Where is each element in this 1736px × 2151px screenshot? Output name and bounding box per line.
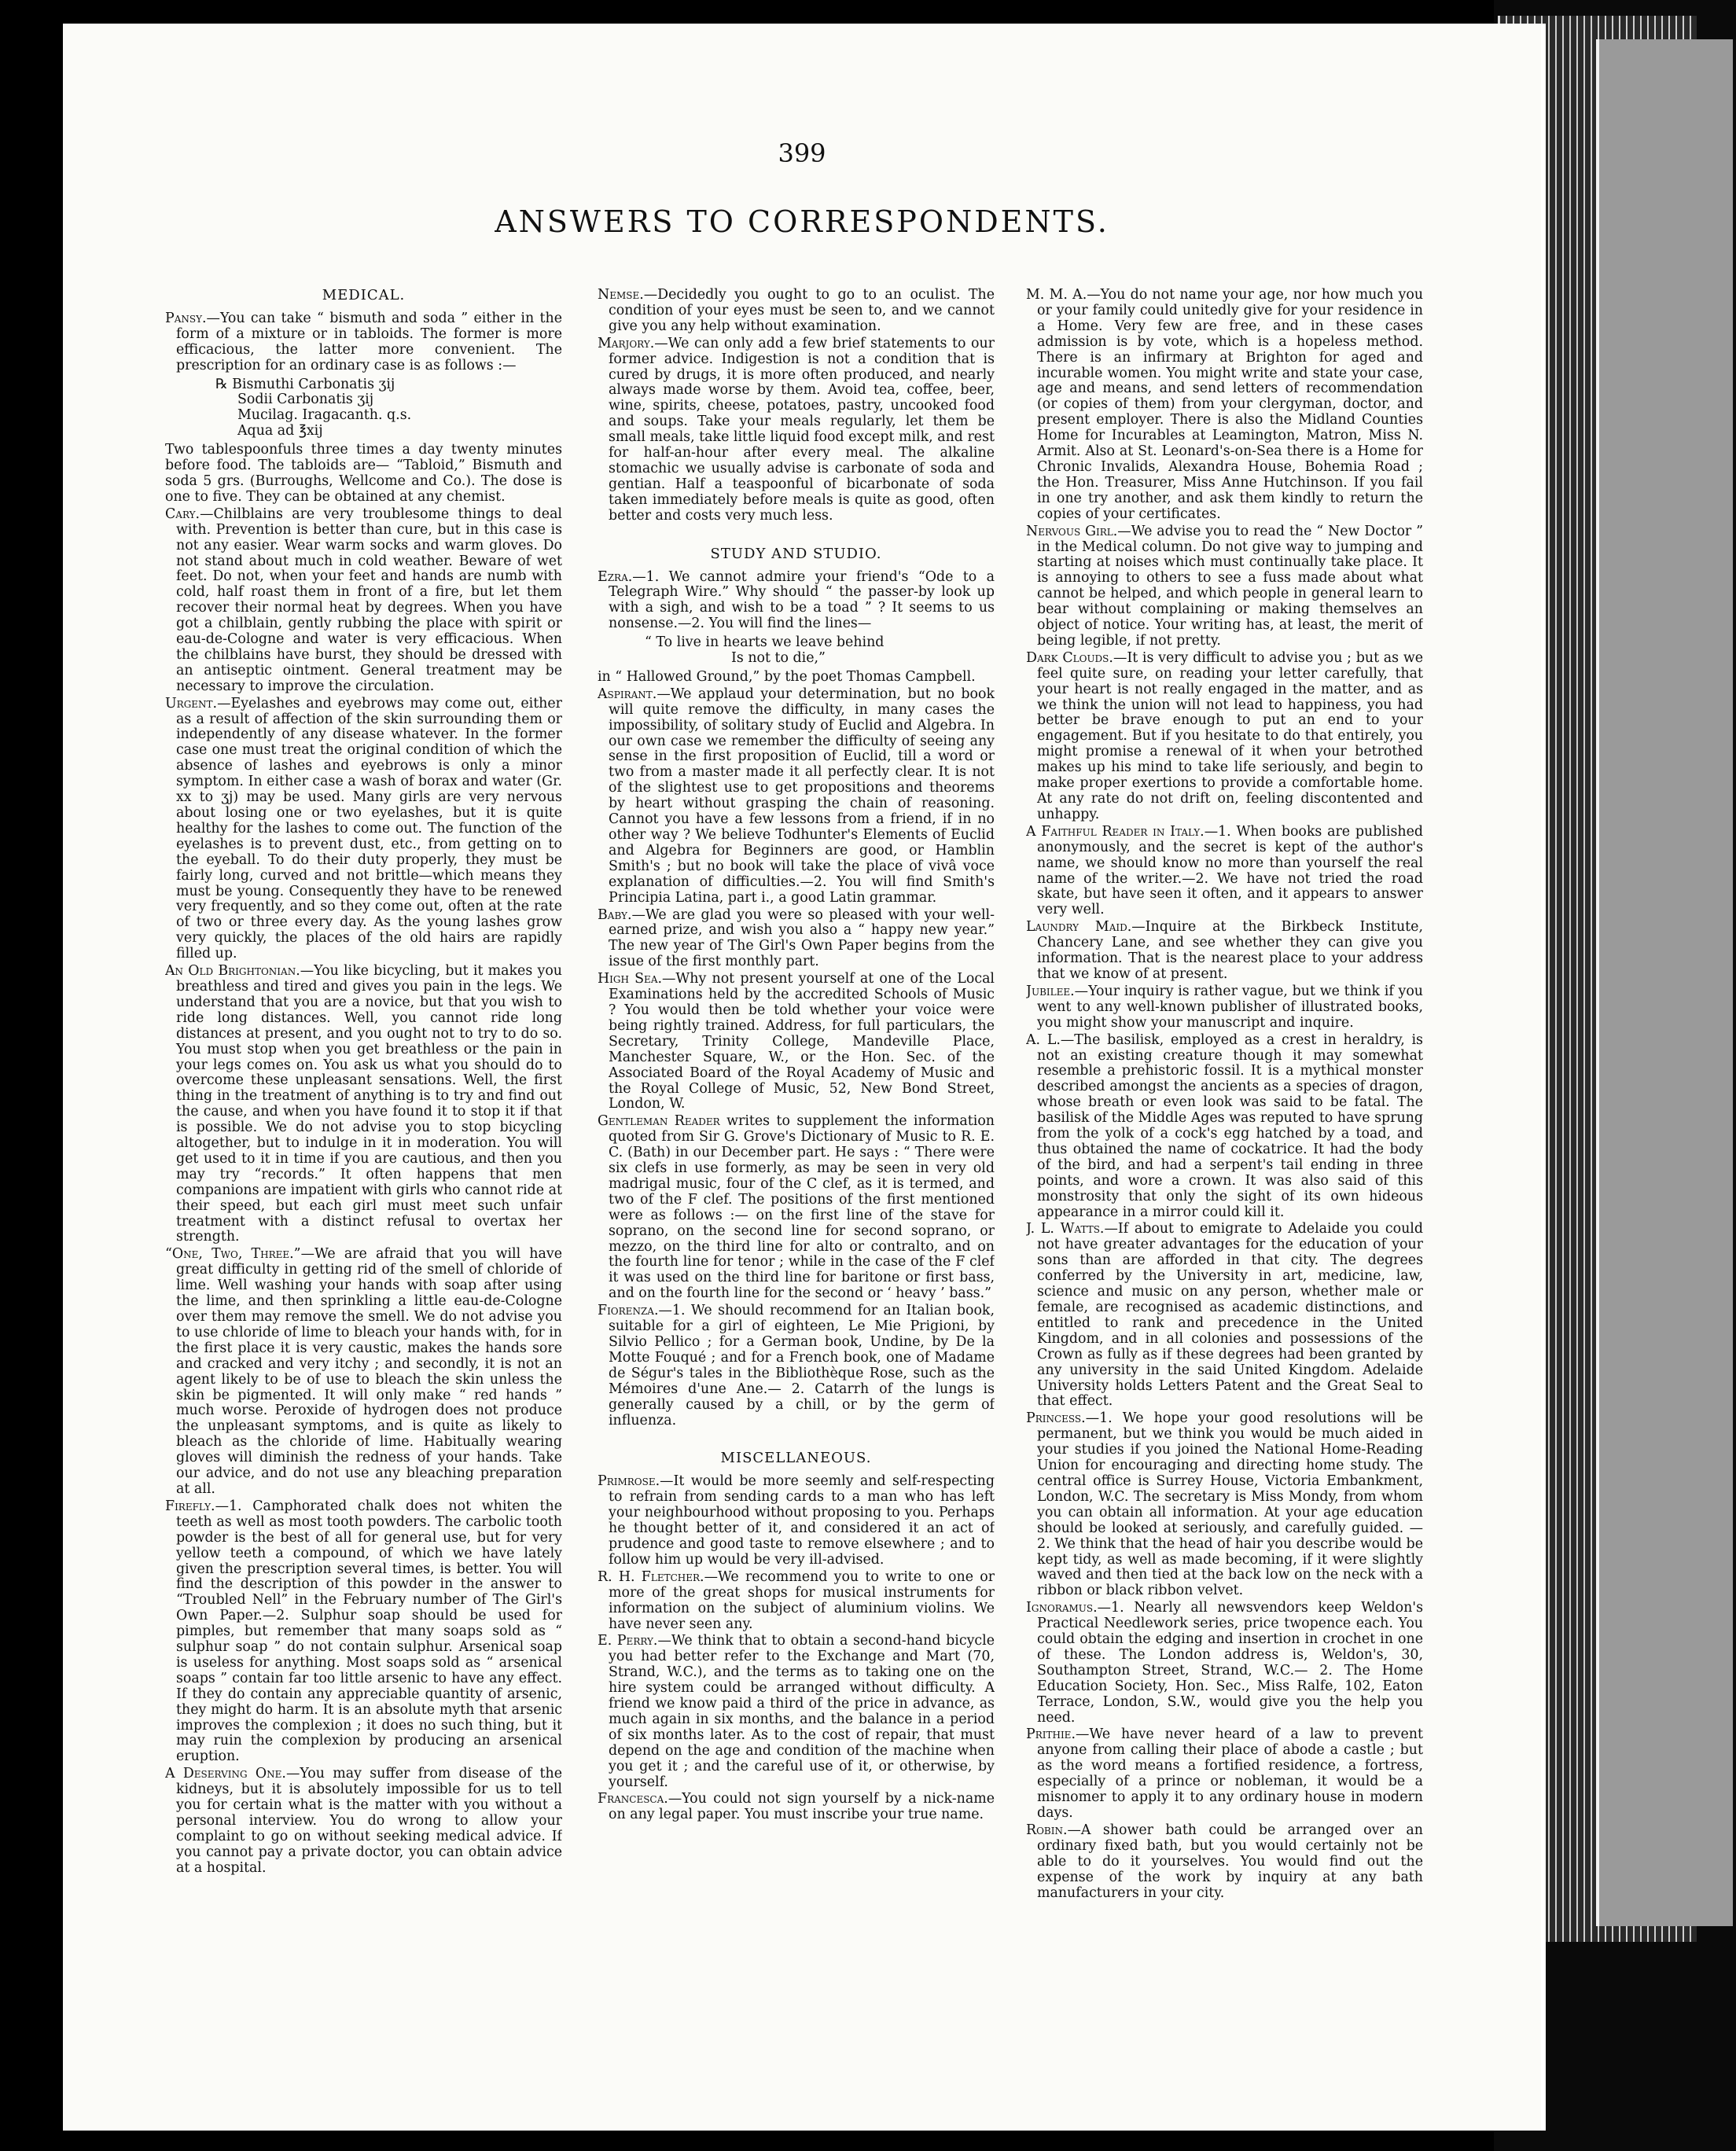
verse-line: Is not to die,” <box>731 650 826 667</box>
answer-text: —1. We cannot admire your friend's “Ode to a Telegraph Wire.” Why should “ the passer-by look up with a sigh, and wish to be a toad ” ? It seems to us nonsense.—2. You will find the lines— <box>609 568 995 632</box>
correspondent-name: Dark Clouds. <box>1026 649 1113 666</box>
correspondent-name: Jubilee. <box>1026 983 1075 999</box>
correspondent-name: A Deserving One. <box>165 1766 286 1782</box>
answer-text: —We applaud your determination, but no book will quite remove the difficulty, in many cases the impossibility, of solitary study of Euclid and Algebra. In our own case we remember the difficulty of seeing any sense in the first proposition of Euclid, till a word or two from a master made it all perfectly clear. It is not of the slightest use to get propositions and theorems by heart without grasping the chain of reasoning. Cannot you have a few lessons from a friend, if in no other way ? We believe Todhunter's Elements of Euclid and Algebra for Beginners are good, or Hamblin Smith's ; but no book will take the place of vivâ voce explanation of difficulties.—2. You will find Smith's Principia Latina, part i., a good Latin grammar. <box>609 686 995 906</box>
correspondent-name: Urgent. <box>165 695 218 711</box>
answer-deserving-one <box>165 1767 562 1876</box>
answer-text: —You do not name your age, nor how much you or your family could unitedly give for your residence in a Home. Very few are free, and in these cases admission is by vote, which is a hopeless method. There is an infirmary at Brighton for aged and incurable women. You might write and state your case, age and means, and send letters of recommendation (or copies of them) from your clergyman, doctor, and present employer. There is also the Midland Counties Home for Incurables at Leamington, Matron, Miss N. Armit. Also at St. Leonard's-on-Sea there is a Home for Chronic Invalids, Alexandra House, Bohemia Road ; the Hon. Treasurer, Miss Anne Hutchinson. If you fail in one try another, and ask them kindly to return the copies of your certificates. <box>1037 287 1423 522</box>
answer-dark-clouds <box>1026 651 1423 823</box>
correspondent-name: Primrose. <box>598 1473 660 1490</box>
answer-text: —You like bicycling, but it makes you breathless and tired and gives you pain in the legs. We understand that you are a novice, but that you wish to ride long distances. Well, you cannot ride long distances at present, and you ought not to try to do so. You must stop when you get breathless or the pain in your legs comes on. You ask us what you should do to overcome these unpleasant sensations. Well, the first thing in the treatment of anything is to try and find out the cause, and when you have found it to stop it if that is possible. We do not advise you to stop bicycling altogether, but to indulge in it in moderation. You will get used to it in time if you are cautious, and then you may try “records.” It often happens that men companions are impatient with girls who cannot ride at their speed, but each girl must meet such unfair treatment with a distinct refusal to overtax her strength. <box>176 963 562 1245</box>
answer-one-two-three <box>165 1247 562 1498</box>
correspondent-name: Firefly. <box>165 1498 215 1514</box>
page-leaves-inner <box>1596 39 1733 1926</box>
prescription-line: ℞ Bismuthi Carbonatis ʒij <box>215 376 395 392</box>
prescription-line: Mucilag. Iragacanth. q.s. <box>237 407 412 424</box>
prescription-line: Sodii Carbonatis ʒij <box>237 392 374 408</box>
section-title-miscellaneous: MISCELLANEOUS. <box>720 1450 872 1467</box>
answer-firefly <box>165 1499 562 1765</box>
answer-text: —We can only add a few brief statements to our former advice. Indigestion is not a condition that is cured by drugs, it is more often produced, and nearly always made worse by them. Avoid tea, coffee, beer, wine, spirits, cheese, potatoes, pastry, uncooked food and soups. Take your meals regularly, let them be small meals, take little liquid food except milk, and rest for half-an-hour after every meal. The alkaline stomachic we usually advise is carbonate of soda and gentian. Half a teaspoonful of bicarbonate of soda taken immediately before meals is quite as good, often better and costs very much less. <box>609 335 995 524</box>
correspondent-name: Laundry Maid. <box>1026 919 1132 936</box>
answer-ignoramus <box>1026 1601 1423 1726</box>
correspondent-name: Gentleman Reader <box>598 1113 720 1130</box>
answer-old-brightonian <box>165 964 562 1245</box>
answer-primrose <box>598 1474 995 1568</box>
answer-text: —We advise you to read the “ New Doctor ” in the Medical column. Do not give way to jumping and starting at noises which must continually take place. It is annoying to others to see a fuss made about what cannot be helped, and which people in general learn to bear without complaining or making themselves an object of notice. Your writing has, at least, the merit of being legible, if not pretty. <box>1037 523 1423 649</box>
correspondent-name: Francesca. <box>598 1791 668 1807</box>
correspondent-name: Aspirant. <box>598 686 657 702</box>
correspondent-name: Ignoramus. <box>1026 1600 1098 1616</box>
answer-ezra <box>598 570 995 633</box>
answer-text: —1. Camphorated chalk does not whiten the teeth as well as most tooth powders. The carbolic tooth powder is the best of all for general use, but for very yellow teeth a compound, of which we have lately given the prescription several times, is better. You will find the description of this powder in the answer to “Troubled Nell” in the February number of The Girl's Own Paper.—2. Sulphur soap should be used for pimples, but remember that many soaps sold as “ sulphur soap ” do not contain sulphur. Arsenical soap is useless for anything. Most soaps sold as “ arsenical soaps ” contain far too little arsenic to have any effect. If they do contain any appreciable quantity of arsenic, they might do harm. It is an absolute myth that arsenic improves the complexion ; it does no such thing, but it may ruin the complexion by producing an arsenical eruption. <box>176 1498 562 1765</box>
correspondent-name: An Old Brightonian. <box>165 963 300 980</box>
correspondent-name: Marjory. <box>598 335 655 351</box>
answer-text: —We have never heard of a law to prevent anyone from calling their place of abode a castle ; but as the word means a fortified residence, a fortress, especially of a prince or nobleman, it would be a misnomer to apply it to any ordinary house in modern days. <box>1037 1726 1423 1821</box>
answer-faithful-reader <box>1026 825 1423 918</box>
quoted-verse <box>598 635 995 667</box>
column-1 <box>165 259 562 2099</box>
answer-text: —It would be more seemly and self-respecting to refrain from sending cards to a man who has left your neighbourhood without proposing to you. Perhaps he thought better of it, and considered it an act of prudence and good taste to remove elsewhere ; and to follow him up would be very ill-advised. <box>609 1473 995 1568</box>
correspondent-name: Baby. <box>598 906 632 923</box>
answer-mma <box>1026 288 1423 523</box>
answer-rh-fletcher <box>598 1570 995 1633</box>
prescription-line: Aqua ad ℥xij <box>237 423 323 439</box>
correspondent-name: R. H. Fletcher. <box>598 1568 704 1585</box>
answer-pansy <box>165 311 562 374</box>
answer-text: —We are glad you were so pleased with your well-earned prize, and wish you also a “ happy new year.” The new year of The Girl's Own Paper begins from the issue of the first monthly part. <box>609 906 995 970</box>
answer-e-perry <box>598 1634 995 1790</box>
section-title-medical: MEDICAL. <box>322 287 406 303</box>
correspondent-name: J. L. Watts. <box>1026 1221 1105 1237</box>
correspondent-name: A. L. <box>1026 1031 1061 1048</box>
answer-text: —You could not sign yourself by a nick-name on any legal paper. You must inscribe your true name. <box>609 1791 995 1823</box>
page-number: 399 <box>778 138 826 168</box>
answer-text: —Eyelashes and eyebrows may come out, either as a result of affection of the skin surrounding them or independently of any disease whatever. In the former case one must treat the original condition of which the absence of lashes and eyebrows is only a minor symptom. In either case a wash of borax and water (Gr. xx to ʒj) may be used. Many girls are very nervous about losing one or two eyelashes, but it is quite healthy for the lashes to come out. The function of the eyelashes is to prevent dust, etc., from getting on to the eyeball. To do their duty properly, they must be fairly long, curved and not brittle—which means they must be young. Consequently they have to be renewed very frequently, and so they come out, often at the rate of two or three every day. As the young lashes grow very quickly, the places of the old hairs are rapidly filled up. <box>176 695 562 962</box>
correspondent-name: Fiorenza. <box>598 1303 659 1319</box>
correspondent-name: Cary. <box>165 506 200 522</box>
answer-princess <box>1026 1411 1423 1599</box>
answer-text: —You may suffer from disease of the kidneys, but it is absolutely impossible for us to tell you for certain what is the matter with you without a personal interview. You do wrong to allow your complaint to go on without seeking medical advice. If you cannot pay a private doctor, you can obtain advice at a hospital. <box>176 1766 562 1876</box>
answer-robin <box>1026 1823 1423 1902</box>
correspondent-name: A Faithful Reader in Italy. <box>1026 823 1205 840</box>
answer-high-sea <box>598 972 995 1112</box>
answer-text: —A shower bath could be arranged over an ordinary fixed bath, but you would certainly not be able to do it yourselves. You would find out the expense of the work by inquiry at any bath manufacturers in your city. <box>1037 1822 1423 1901</box>
answer-jl-watts <box>1026 1222 1423 1410</box>
answer-gentleman-reader <box>598 1114 995 1302</box>
page-title: ANSWERS TO CORRESPONDENTS. <box>495 204 1109 239</box>
answer-text: —Inquire at the Birkbeck Institute, Chancery Lane, and see whether they can give you information. That is the nearest place to your address that we know of at present. <box>1037 919 1423 982</box>
answer-text: —1. We should recommend for an Italian book, suitable for a girl of eighteen, Le Mie Prigioni, by Silvio Pellico ; for a German book, Undine, by De la Motte Fouqué ; and for a French book, one of Madame de Ségur's tales in the Bibliothèque Rose, such as the Mémoires d'une Ane.— 2. Catarrh of the lungs is generally caused by a chill, or by the germ of influenza. <box>609 1303 995 1428</box>
answer-marjory <box>598 336 995 524</box>
answer-text: —1. Nearly all newsvendors keep Weldon's Practical Needlework series, price twopence each. You could obtain the edging and insertion in crochet in one of these. The London address is, Weldon's, 30, Southampton Street, Strand, W.C.— 2. The Home Education Society, Hon. Sec., Miss Ralfe, 102, Eaton Terrace, London, S.W., would give you the help you need. <box>1037 1600 1423 1726</box>
correspondent-name: Prithie. <box>1026 1726 1076 1743</box>
answer-text: —We recommend you to write to one or more of the great shops for musical instruments for information on the subject of aluminium violins. We have never seen any. <box>609 1568 995 1632</box>
answer-text: —1. When books are published anonymously, and the secret is kept of the author's name, we should know no more than yourself the real name of the writer.—2. We have not tried the road skate, but have seen it often, and it appears to answer very well. <box>1037 823 1423 918</box>
answer-jubilee <box>1026 984 1423 1031</box>
answer-text: —Why not present yourself at one of the Local Examinations held by the accredited Schools of Music ? You would then be told whether your voice were being rightly trained. Address, for full particulars, the Secretary, Trinity College, Mandeville Place, Manchester Square, W., or the Hon. Sec. of the Associated Board of the Royal Academy of Music and the Royal College of Music, 52, New Bond Street, London, W. <box>609 971 995 1112</box>
answer-text: —The basilisk, employed as a crest in heraldry, is not an existing creature though it may somewhat resemble a prehistoric fossil. It is a mythical monster described amongst the ancients as a species of dragon, whose breath or even look was said to be fatal. The basilisk of the Middle Ages was reputed to have sprung from the yolk of a cock's egg hatched by a toad, and thus obtained the name of cockatrice. It had the body of the bird, and had a serpent's tail ending in three points, and wore a crown. It was also said of this monstrosity that only the sight of its own hideous appearance in a mirror could kill it. <box>1037 1031 1423 1220</box>
correspondent-name: Pansy. <box>165 310 207 326</box>
answer-text: —Decidedly you ought to go to an oculist. The condition of your eyes must be seen to, and we cannot give you any help without examination. <box>609 287 995 334</box>
answer-text: writes to supplement the information quoted from Sir G. Grove's Dictionary of Music to R. E. C. (Bath) in our December part. He says : “ There were six clefs in use formerly, as may be seen in very old madrigal music, four of the C clef, as it is termed, and two of the F clef. The positions of the first mentioned were as follows :— on the first line of the stave for soprano, on the second line for second soprano, or mezzo, on the third line for alto or contralto, and on the fourth line for tenor ; while in the case of the F clef it was used on the third line for baritone or first bass, and on the fourth line for the second or ‘ heavy ’ bass.” <box>609 1113 995 1302</box>
answer-cary <box>165 507 562 695</box>
answer-pansy-cont: Two tablespoonfuls three times a day twenty minutes before food. The tabloids are— “Tabloid,” Bismuth and soda 5 grs. (Burroughs, Wellcome and Co.). The dose is one to five. They can be obtained at any chemist. <box>165 442 562 505</box>
answer-fiorenza <box>598 1303 995 1428</box>
answer-text: —You can take “ bismuth and soda ” either in the form of a mixture or in tabloids. The former is more efficacious, the latter more convenient. The prescription for an ordinary case is as follows :— <box>176 310 562 373</box>
answer-text: —Your inquiry is rather vague, but we think if you went to any well-known publisher of illustrated books, you might show your manuscript and inquire. <box>1037 983 1423 1031</box>
answer-text: —We are afraid that you will have great difficulty in getting rid of the smell of chloride of lime. Well washing your hands with soap after using the lime, and then sprinkling a little eau-de-Cologne over them may remove the smell. We do not advise you to use chloride of lime to bleach your hands with, for in the first place it is very caustic, makes the hands sore and cracked and very itchy ; and secondly, it is not an agent likely to be of use to bleach the skin unless the skin be pigmented. It will only make “ red hands ” much worse. Peroxide of hydrogen does not produce the unpleasant symptoms, and is quite as likely to bleach as the chloride of lime. Habitually wearing gloves will diminish the redness of your hands. Take our advice, and do not use any bleaching preparation at all. <box>176 1246 562 1497</box>
answer-nemse <box>598 288 995 335</box>
verse-line: “ To live in hearts we leave behind <box>645 634 885 651</box>
answer-text: —Chilblains are very troublesome things to deal with. Prevention is better than cure, but in this case is not any easier. Wear warm socks and warm gloves. Do not stand about much in cold weather. Beware of wet feet. Do not, when your feet and hands are numb with cold, half roast them in front of a fire, but let them recover their normal heat by degrees. When you have got a chilblain, gently rubbing the place with spirit or eau-de-Cologne and water is very efficacious. When the chilblains have burst, they should be dressed with an antiseptic ointment. General treatment may be necessary to improve the circulation. <box>176 506 562 694</box>
answer-text: —1. We hope your good resolutions will be permanent, but we think you would be much aided in your studies if you joined the National Home-Reading Union for encouraging and directing home study. The central office is Surrey House, Victoria Embankment, London, W.C. The secretary is Miss Mondy, from whom you can obtain all information. At your age education should be looked at seriously, and carefully guided. —2. We think that the head of hair you describe would be kept tidy, as well as made becoming, if it were slightly waved and then tied at the back low on the neck with a ribbon or black ribbon velvet. <box>1037 1410 1423 1599</box>
correspondent-name: Nemse. <box>598 287 644 303</box>
answer-text: —If about to emigrate to Adelaide you could not have greater advantages for the education of your sons than are afforded in that city. The degrees conferred by the University in art, medicine, law, science and music on any person, whether male or female, are recognised as academic distinctions, and entitled to rank and precedence in the United Kingdom, and in all colonies and possessions of the Crown as fully as if these degrees had been granted by any university in the said United Kingdom. Adelaide University holds Letters Patent and the Great Seal to that effect. <box>1037 1221 1423 1410</box>
correspondent-name: High Sea. <box>598 971 663 987</box>
answer-text: —It is very difficult to advise you ; but as we feel quite sure, on reading your letter carefully, that your heart is not really engaged in the matter, and as we think the union will not lead to happiness, you had better be brave enough to put an end to your engagement. But if you hesitate to do that entirely, you might promise a renewal of it when your betrothed makes up his mind to take life seriously, and begin to make proper exertions to provide a comfortable home. At any rate do not drift on, feeling discontented and unhappy. <box>1037 649 1423 822</box>
page <box>63 24 1546 2131</box>
answer-baby <box>598 908 995 971</box>
answer-ezra-cont: in “ Hallowed Ground,” by the poet Thomas Campbell. <box>598 668 976 685</box>
correspondent-name: Nervous Girl. <box>1026 523 1118 539</box>
column-2 <box>598 259 995 2099</box>
correspondent-name: “One, Two, Three.” <box>165 1246 301 1263</box>
section-title-study: STUDY AND STUDIO. <box>710 545 882 562</box>
column-3 <box>1026 259 1423 2099</box>
answer-francesca <box>598 1792 995 1823</box>
answer-al <box>1026 1033 1423 1221</box>
correspondent-name: Princess. <box>1026 1410 1086 1427</box>
answer-urgent <box>165 697 562 962</box>
answer-nervous-girl <box>1026 524 1423 649</box>
answer-text: —We think that to obtain a second-hand bicycle you had better refer to the Exchange and Mart (70, Strand, W.C.), and the terms as to taking one on the hire system could be arranged without difficulty. A friend we know paid a third of the price in advance, as much again in six months, and the balance in a period of six months later. As to the cost of repair, that must depend on the age and condition of the machine when you get it ; and the careful use of it, or otherwise, by yourself. <box>609 1633 995 1790</box>
correspondent-name: M. M. A. <box>1026 287 1087 303</box>
answer-aspirant <box>598 687 995 906</box>
correspondent-name: E. Perry. <box>598 1633 658 1649</box>
prescription <box>165 377 562 440</box>
answer-laundry-maid <box>1026 920 1423 983</box>
correspondent-name: Robin. <box>1026 1822 1068 1838</box>
answer-prithie <box>1026 1727 1423 1821</box>
correspondent-name: Ezra. <box>598 568 633 585</box>
